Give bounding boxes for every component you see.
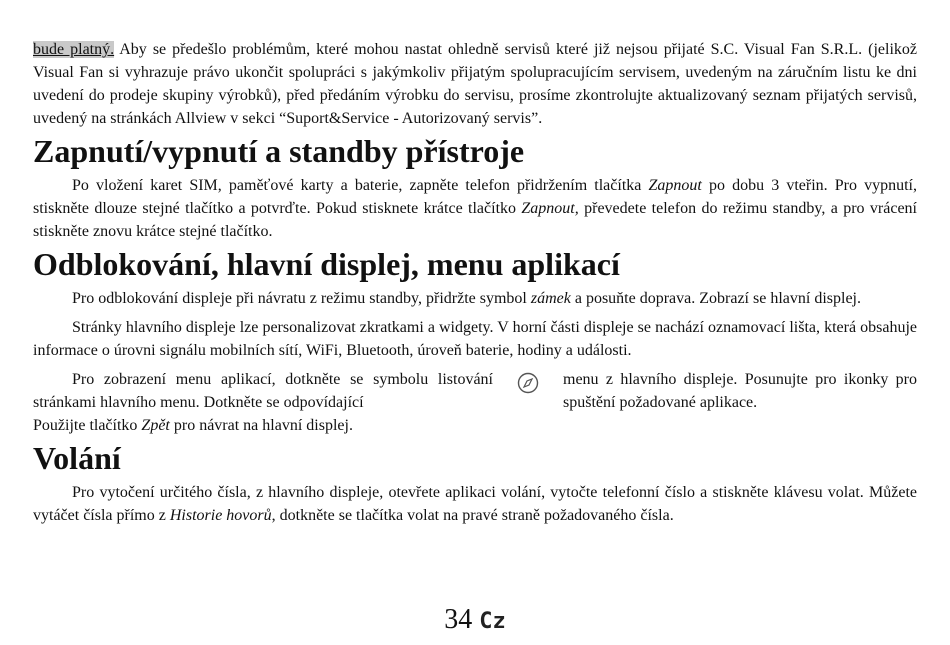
text-run: pro návrat na hlavní displej. (169, 417, 353, 434)
paragraph-calls (33, 481, 917, 527)
app-menu-row (33, 368, 917, 414)
heading-unlock: Odblokování, hlavní displej, menu aplikací (33, 246, 620, 282)
paragraph-unlock (33, 287, 917, 310)
text-run: Pro vytočení určitého čísla, z hlavního displeje, otevřete aplikaci volání, vytočte telefonní číslo a stiskněte klávesu volat. Můžete vytáčet čísla přímo z (33, 484, 917, 524)
intro-text: Aby se předešlo problémům, které mohou nastat ohledně servisů které již nejsou přijaté S.C. Visual Fan S.R.L. (jelikož Visual Fan si vyhrazuje právo ukončit spolupráci s jakýmkoliv přijatým spolupracujícím servisem, uvedeným na záručním listu ke dni uvedení do prodeje skupiny výrobků), před předáním výrobku do servisu, prosíme zkontrolujte aktualizovaný seznam přijatých servisů, uvedený na stránkách Allview v sekci “Suport&Service - Autorizovaný servis”. (33, 41, 917, 127)
text-run: Po vložení karet SIM, paměťové karty a baterie, zapněte telefon přidržením tlačítka (72, 177, 649, 194)
page-footer (0, 603, 950, 639)
app-menu-icon (517, 372, 539, 394)
text-run: po dobu 3 vteřin. Pro vypnutí, stiskněte dlouze stejné tlačítko a potvrďte. Pokud stisknete krátce tlačítko (33, 177, 918, 217)
document-page (33, 38, 917, 527)
page-number: 34 (444, 604, 473, 635)
emphasis-zpet: Zpět (141, 417, 170, 434)
intro-paragraph (33, 38, 917, 130)
heading-calls: Volání (33, 440, 121, 476)
emphasis-zamek: zámek (530, 290, 571, 307)
paragraph-app-menu-right: menu z hlavního displeje. Posunujte pro ikonky pro spuštění požadované aplikace. (563, 371, 917, 411)
text-run: a posuňte doprava. Zobrazí se hlavní displej. (570, 290, 861, 307)
text-run: Použijte tlačítko (33, 417, 142, 434)
paragraph-app-menu-left: Pro zobrazení menu aplikací, dotkněte se symbolu listování stránkami hlavního menu. Dotkněte se odpovídající (33, 371, 493, 411)
language-code: Cz (479, 609, 506, 634)
emphasis-history: Historie hovorů (169, 507, 272, 524)
paragraph-power (33, 174, 917, 243)
highlighted-text: bude platný. (33, 41, 115, 58)
paragraph-back-button (33, 414, 917, 437)
app-menu-icon-wrap (493, 368, 563, 394)
text-run: Pro odblokování displeje při návratu z režimu standby, přidržte symbol (72, 290, 531, 307)
emphasis-zapnout: Zapnout, (521, 200, 579, 217)
paragraph-homescreen: Stránky hlavního displeje lze personalizovat zkratkami a widgety. V horní části displeje se nachází oznamovací lišta, která obsahuje informace o úrovni signálu mobilních sítí, WiFi, Bluetooth, úroveň baterie, hodiny a události. (33, 319, 917, 359)
text-run: , dotkněte se tlačítka volat na pravé straně požadovaného čísla. (271, 507, 674, 524)
text-run: převedete telefon do režimu standby, a pro vrácení stiskněte znovu krátce stejné tlačítko. (33, 200, 918, 240)
emphasis-zapnout: Zapnout (648, 177, 702, 194)
heading-power: Zapnutí/vypnutí a standby přístroje (33, 133, 525, 169)
